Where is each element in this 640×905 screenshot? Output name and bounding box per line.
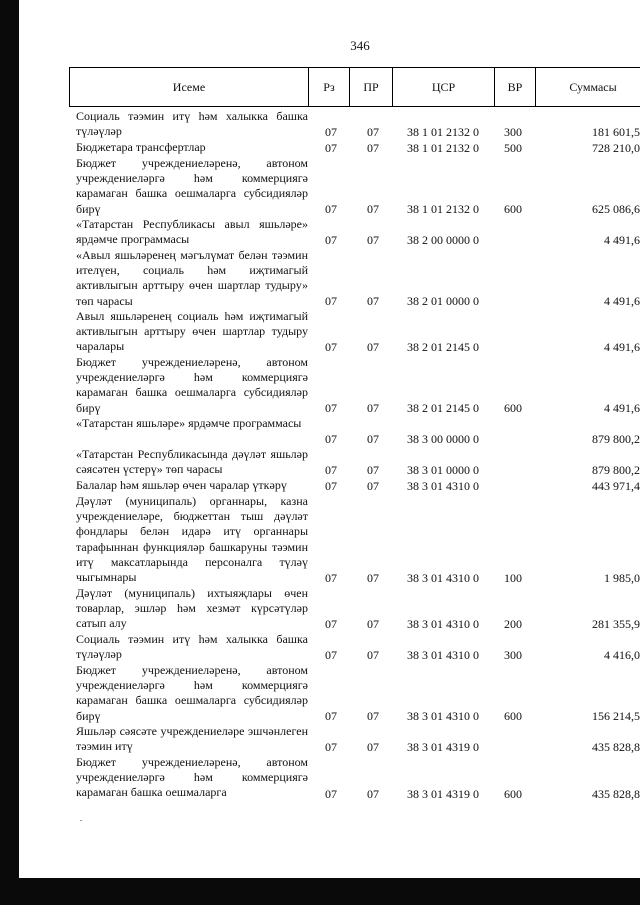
row-name: «Татарстан Республикасы авыл яшьләре» ярдәмче программасы [76,217,308,247]
row-rz: 07 [325,787,337,801]
table-row [0,663,640,724]
row-csr: 38 3 01 4319 0 [407,787,479,801]
row-rz: 07 [325,571,337,585]
row-rz: 07 [325,479,337,493]
row-name: Бюджет учреждениеләренә, автоном учреждениеләргә һәм коммерциягә карамаган башка оешмаларга субсидияләр бирү [76,156,308,216]
table-header [69,67,640,107]
row-sum: 435 828,8 [592,740,640,754]
header-vr: ВР [495,68,536,106]
row-csr: 38 1 01 2132 0 [407,202,479,216]
scan-bottom-border [0,878,640,905]
row-sum: 281 355,9 [592,617,640,631]
row-name: Бюджетара трансфертлар [76,140,206,154]
row-vr: 300 [504,648,522,662]
row-name: «Авыл яшьләренең мәгълүмат белән тәэмин ителүен, социаль һәм иҗтимагый активлыгын арттыру өчен шартлар тудыру» төп чарасы [76,248,308,308]
row-sum: 625 086,6 [592,202,640,216]
row-vr: 100 [504,571,522,585]
row-csr: 38 3 01 4310 0 [407,617,479,631]
table-row [0,724,640,755]
table-row [0,447,640,478]
row-rz: 07 [325,401,337,415]
row-csr: 38 2 01 0000 0 [407,294,479,308]
row-name: Бюджет учреждениеләренә, автоном учреждениеләргә һәм коммерциягә карамаган башка оешмаларга субсидияләр бирү [76,663,308,723]
row-rz: 07 [325,740,337,754]
row-pr: 07 [367,571,379,585]
row-rz: 07 [325,125,337,139]
page-number: 346 [350,38,370,53]
row-name: Бюджет учреждениеләренә, автоном учреждениеләргә һәм коммерциягә карамаган башка оешмаларга [76,755,308,800]
row-vr: 600 [504,787,522,801]
row-vr: 600 [504,401,522,415]
row-pr: 07 [367,463,379,477]
row-csr: 38 3 01 0000 0 [407,463,479,477]
row-sum: 435 828,8 [592,787,640,801]
row-name: Авыл яшьләренең социаль һәм иҗтимагый активлыгын арттыру өчен шартлар тудыру чаралары [76,309,308,354]
row-sum: 1 985,0 [604,571,640,585]
row-vr: 200 [504,617,522,631]
row-csr: 38 3 00 0000 0 [407,432,479,446]
row-rz: 07 [325,709,337,723]
row-sum: 156 214,5 [592,709,640,723]
row-csr: 38 3 01 4310 0 [407,479,479,493]
row-rz: 07 [325,294,337,308]
row-sum: 4 491,6 [604,233,640,247]
row-rz: 07 [325,617,337,631]
row-pr: 07 [367,432,379,446]
table-row [0,109,640,140]
row-sum: 879 800,2 [592,463,640,477]
row-rz: 07 [325,648,337,662]
row-name: Социаль тәэмин итү һәм халыкка башка түләүләр [76,632,308,662]
table-body [0,109,640,802]
row-csr: 38 3 01 4310 0 [407,571,479,585]
row-csr: 38 1 01 2132 0 [407,125,479,139]
header-pr: ПР [350,68,393,106]
row-pr: 07 [367,740,379,754]
row-sum: 4 491,6 [604,294,640,308]
row-pr: 07 [367,709,379,723]
row-csr: 38 2 01 2145 0 [407,401,479,415]
table-row [0,586,640,632]
table-row [0,248,640,309]
scan-speck [80,820,82,821]
row-vr: 600 [504,709,522,723]
row-csr: 38 3 01 4310 0 [407,648,479,662]
table-row [0,478,640,494]
row-pr: 07 [367,202,379,216]
table-row [0,355,640,416]
row-pr: 07 [367,648,379,662]
header-name: Исеме [70,68,309,106]
row-pr: 07 [367,125,379,139]
row-rz: 07 [325,141,337,155]
row-rz: 07 [325,202,337,216]
row-rz: 07 [325,463,337,477]
row-name: Социаль тәэмин итү һәм халыкка башка түләүләр [76,109,308,139]
row-pr: 07 [367,617,379,631]
row-pr: 07 [367,340,379,354]
row-name: Бюджет учреждениеләренә, автоном учреждениеләргә һәм коммерциягә карамаган башка оешмаларга субсидияләр бирү [76,355,308,415]
row-name: Дәүләт (муниципаль) ихтыяҗлары өчен товарлар, эшләр һәм хезмәт күрсәтүләр сатып алу [76,586,308,631]
row-vr: 500 [504,141,522,155]
row-vr: 600 [504,202,522,216]
row-name: «Татарстан Республикасында дәүләт яшьләр сәясәтен үстерү» төп чарасы [76,447,308,477]
header-csr: ЦСР [393,68,495,106]
row-csr: 38 3 01 4310 0 [407,709,479,723]
row-sum: 879 800,2 [592,432,640,446]
row-name: Балалар һәм яшьләр өчен чаралар үткәрү [76,478,287,492]
header-rz: Рз [309,68,350,106]
row-pr: 07 [367,141,379,155]
row-sum: 4 491,6 [604,401,640,415]
table-row [0,755,640,802]
row-vr: 300 [504,125,522,139]
row-pr: 07 [367,479,379,493]
row-pr: 07 [367,401,379,415]
table-row [0,494,640,586]
row-rz: 07 [325,233,337,247]
row-sum: 4 491,6 [604,340,640,354]
row-csr: 38 2 01 2145 0 [407,340,479,354]
row-name: Дәүләт (муниципаль) органнары, казна учреждениеләре, бюджеттан тыш дәүләт фондлары белән идарә итү органнары тарафыннан функцияләр башкаруны тәэмин итү максатларында персоналга түләү чыгымнары [76,494,308,585]
row-rz: 07 [325,340,337,354]
row-sum: 181 601,5 [592,125,640,139]
row-pr: 07 [367,233,379,247]
row-sum: 728 210,0 [592,141,640,155]
row-sum: 4 416,0 [604,648,640,662]
table-row [0,632,640,663]
row-csr: 38 3 01 4319 0 [407,740,479,754]
row-pr: 07 [367,294,379,308]
table-row [0,156,640,217]
header-sum: Суммасы [569,80,617,94]
row-name: Яшьләр сәясәте учреждениеләре эшчәнлеген тәэмин итү [76,724,308,754]
row-rz: 07 [325,432,337,446]
table-row [0,309,640,355]
row-csr: 38 2 00 0000 0 [407,233,479,247]
table-row [0,217,640,248]
row-sum: 443 971,4 [592,479,640,493]
row-pr: 07 [367,787,379,801]
table-row [0,140,640,156]
row-csr: 38 1 01 2132 0 [407,141,479,155]
table-row [0,416,640,447]
row-name: «Татарстан яшьләре» ярдәмче программасы [76,416,302,430]
